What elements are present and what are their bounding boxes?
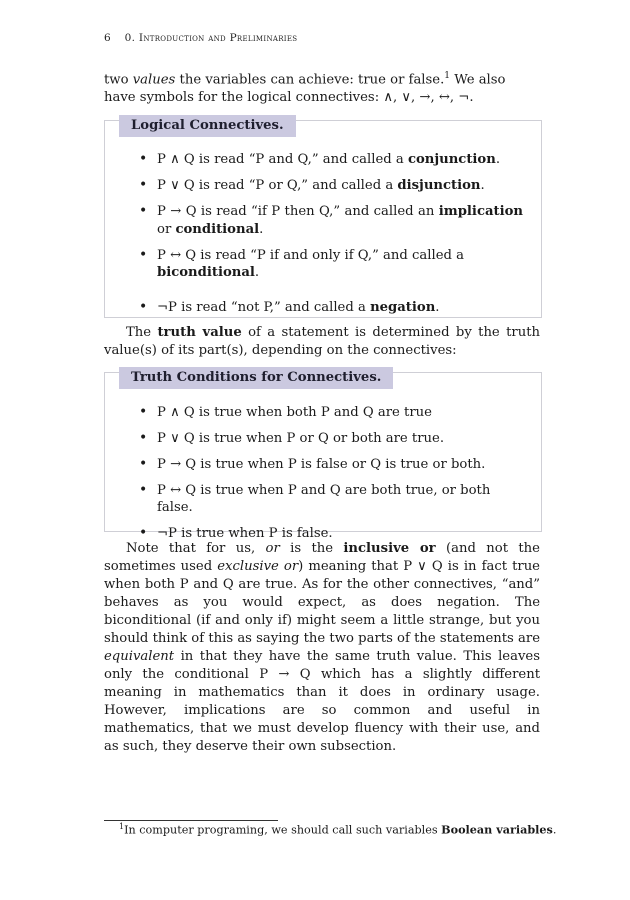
footnote-marker[interactable]: 1 bbox=[444, 71, 451, 81]
inclusive-or-paragraph: Note that for us, or is the inclusive or (and not the sometimes used exclusive or) meaning that P ∨ Q is in fact true when both P and Q are true. As for the other connectives, “and” behaves as you would expect, as does negation. The biconditional (if and only if) might seem a little strange, but you should think of this as saying the two parts of the statements are equivalent in that they have the same truth value. This leaves only the conditional P → Q which has a slightly different meaning in mathematics than it does in ordinary usage. However, implications are so common and useful in mathematics, that we must develop fluency with their use, and as such, they deserve their own subsection. bbox=[104, 541, 540, 754]
chapter-title: 0. Introduction and Preliminaries bbox=[124, 32, 298, 44]
emphasis-values: values bbox=[132, 72, 176, 88]
text-run: two bbox=[104, 72, 133, 88]
truth-conditions-box bbox=[104, 370, 542, 542]
list-item: • P ↔ Q is true when P and Q are both true, or both false. bbox=[139, 482, 523, 517]
truth-value-paragraph: The truth value of a statement is determined by the truth value(s) of its part(s), depending on the connectives: bbox=[104, 325, 540, 358]
term-truth-value: truth value bbox=[157, 325, 242, 340]
list-item: • P ∧ Q is true when both P and Q are true bbox=[139, 404, 523, 422]
list-item: • ¬P is true when P is false. bbox=[139, 525, 523, 543]
list-item: • P ↔ Q is read “P if and only if Q,” and called a biconditional. bbox=[139, 247, 523, 282]
list-item: • P → Q is true when P is false or Q is true or both. bbox=[139, 456, 523, 474]
box-title: Truth Conditions for Connectives. bbox=[119, 367, 393, 389]
text-run: We also have symbols for the logical connectives: ∧, ∨, →, ↔, ¬. bbox=[104, 72, 506, 106]
intro-paragraph bbox=[104, 67, 540, 107]
footnote: $^1$In computer programing, we should call such variables Boolean variables. bbox=[119, 822, 557, 837]
text-run: the variables can achieve: true or false. bbox=[175, 72, 445, 88]
page-number: 6 bbox=[104, 32, 111, 44]
list-item: • P ∨ Q is read “P or Q,” and called a disjunction. bbox=[139, 177, 523, 195]
connectives-list bbox=[139, 151, 523, 325]
list-item: • P ∧ Q is read “P and Q,” and called a conjunction. bbox=[139, 151, 523, 169]
running-header bbox=[104, 32, 297, 44]
box-title: Logical Connectives. bbox=[119, 115, 296, 137]
logical-connectives-box bbox=[104, 120, 542, 318]
footnote-rule bbox=[104, 820, 278, 821]
list-item: • ¬P is read “not P,” and called a negation. bbox=[139, 299, 523, 317]
truth-conditions-list bbox=[139, 404, 523, 551]
footnote-number: 1 bbox=[119, 822, 125, 831]
list-item: • P → Q is read “if P then Q,” and called an implication or conditional. bbox=[139, 203, 523, 238]
list-item: • P ∨ Q is true when P or Q or both are true. bbox=[139, 430, 523, 448]
